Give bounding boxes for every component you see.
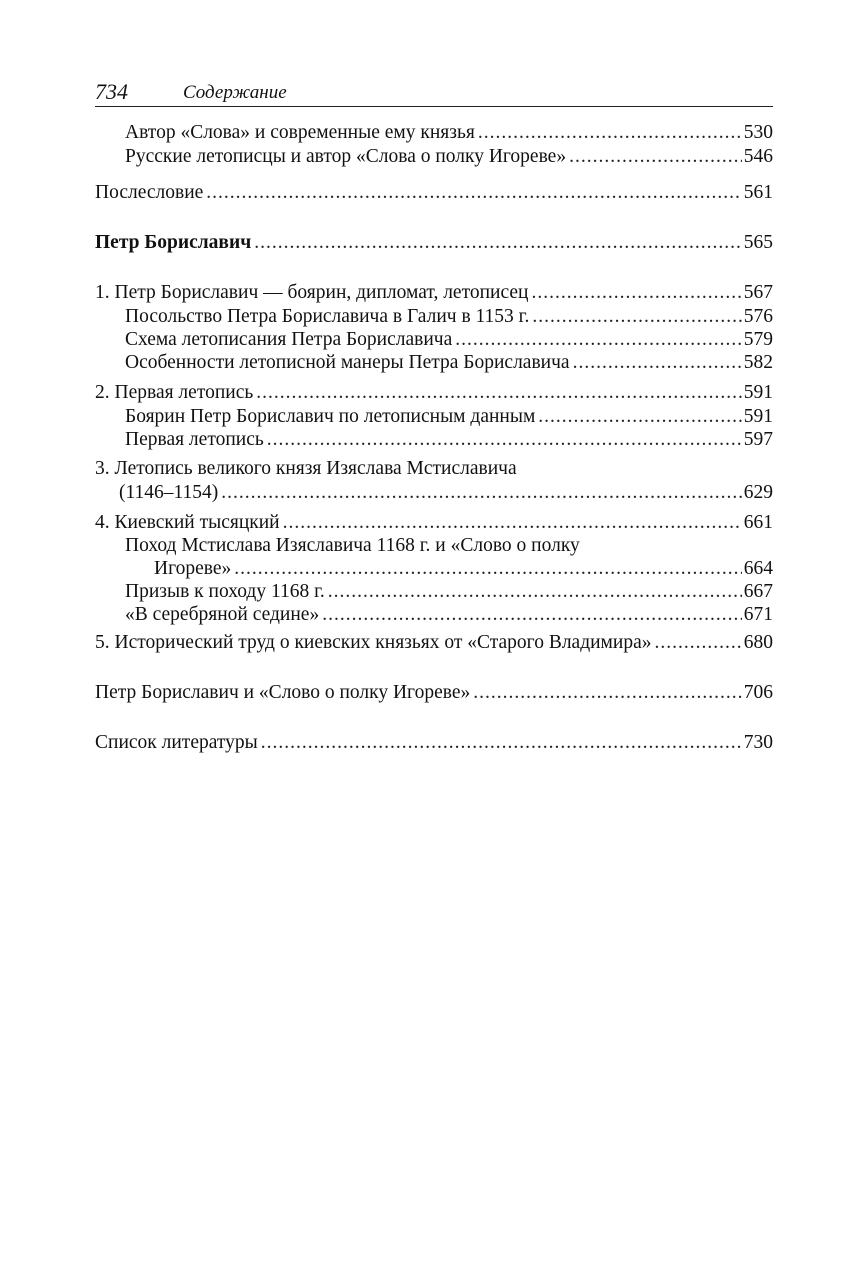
toc-entry xyxy=(125,428,773,452)
toc-entry-page: 680 xyxy=(743,632,773,653)
toc-entry-title: «В серебряной седине» xyxy=(125,604,320,625)
toc-entry-title: (1146–1154) xyxy=(119,482,219,503)
toc-entry-page: 561 xyxy=(743,182,773,203)
toc-entry-page: 629 xyxy=(743,482,773,503)
toc-entry-page: 706 xyxy=(743,682,773,703)
dot-leader xyxy=(261,731,742,755)
toc-entry-title: Боярин Петр Бориславич по летописным данным xyxy=(125,406,536,427)
toc-entry-title: Петр Бориславич и «Слово о полку Игореве» xyxy=(95,682,471,703)
toc-entry xyxy=(125,351,773,375)
toc-entry xyxy=(125,305,773,329)
dot-leader xyxy=(478,121,742,145)
toc-entry xyxy=(125,328,773,352)
running-header-title: Содержание xyxy=(183,82,287,103)
toc-entry-title: 4. Киевский тысяцкий xyxy=(95,512,280,533)
dot-leader xyxy=(206,181,741,205)
toc-entry-title: 2. Первая летопись xyxy=(95,382,254,403)
toc-entry-title: Автор «Слова» и современные ему князья xyxy=(125,122,475,143)
toc-chapter xyxy=(95,511,773,535)
toc-entry xyxy=(95,731,773,755)
toc-chapter xyxy=(95,281,773,305)
toc-entry-page: 597 xyxy=(743,429,773,450)
dot-leader xyxy=(532,305,741,329)
dot-leader xyxy=(234,557,742,581)
dot-leader xyxy=(573,351,742,375)
dot-leader xyxy=(267,428,742,452)
dot-leader xyxy=(473,681,742,705)
toc-entry-page: 664 xyxy=(743,558,773,579)
toc-entry xyxy=(125,603,773,627)
toc-entry-title: Русские летописцы и автор «Слова о полку Игореве» xyxy=(125,146,567,167)
toc-entry-page: 671 xyxy=(743,604,773,625)
dot-leader xyxy=(655,631,742,655)
toc-entry-title: Послесловие xyxy=(95,182,204,203)
toc-entry-page: 546 xyxy=(743,146,773,167)
toc-entry-title: Особенности летописной манеры Петра Бориславича xyxy=(125,352,570,373)
dot-leader xyxy=(256,381,741,405)
dot-leader xyxy=(283,511,742,535)
dot-leader xyxy=(531,281,741,305)
toc-entry-title: Посольство Петра Бориславича в Галич в 1153 г. xyxy=(125,306,530,327)
toc-part-heading xyxy=(95,231,773,255)
toc-entry-title: Схема летописания Петра Бориславича xyxy=(125,329,453,350)
toc-entry-page: 591 xyxy=(743,406,773,427)
toc-entry-page: 565 xyxy=(743,232,773,253)
toc-entry-page: 567 xyxy=(743,282,773,303)
toc-entry xyxy=(125,121,773,145)
toc-chapter xyxy=(95,381,773,405)
toc-entry xyxy=(95,681,773,705)
toc-chapter-continuation xyxy=(119,481,773,505)
toc-chapter xyxy=(95,457,517,481)
toc-entry xyxy=(125,405,773,429)
dot-leader xyxy=(455,328,741,352)
toc-entry-page: 591 xyxy=(743,382,773,403)
toc-entry xyxy=(125,534,580,558)
toc-entry-title: Петр Бориславич xyxy=(95,232,252,253)
toc-entry-title: 1. Петр Бориславич — боярин, дипломат, летописец xyxy=(95,282,529,303)
toc-entry xyxy=(125,580,773,604)
toc-entry-title: Призыв к походу 1168 г. xyxy=(125,581,325,602)
toc-entry-title: Список литературы xyxy=(95,732,258,753)
toc-chapter xyxy=(95,631,773,655)
toc-entry-title: 5. Исторический труд о киевских князьях от «Старого Владимира» xyxy=(95,632,652,653)
dot-leader xyxy=(254,231,742,255)
dot-leader xyxy=(328,580,742,604)
toc-entry-page: 576 xyxy=(743,306,773,327)
toc-entry-title: 3. Летопись великого князя Изяслава Мстиславича xyxy=(95,458,517,479)
dot-leader xyxy=(538,405,741,429)
toc-entry-page: 730 xyxy=(743,732,773,753)
dot-leader xyxy=(322,603,742,627)
toc-entry-page: 667 xyxy=(743,581,773,602)
running-header xyxy=(95,78,773,107)
toc-entry-page: 661 xyxy=(743,512,773,533)
page-number: 734 xyxy=(95,79,128,104)
toc-entry-page: 582 xyxy=(743,352,773,373)
toc-entry xyxy=(125,145,773,169)
toc-entry-title: Игореве» xyxy=(154,558,232,579)
toc-entry-page: 530 xyxy=(743,122,773,143)
toc-entry xyxy=(95,181,773,205)
toc-entry-title: Поход Мстислава Изяславича 1168 г. и «Слово о полку xyxy=(125,535,580,556)
toc-entry-page: 579 xyxy=(743,329,773,350)
dot-leader xyxy=(221,481,741,505)
toc-entry-title: Первая летопись xyxy=(125,429,264,450)
toc-entry-continuation xyxy=(154,557,773,581)
dot-leader xyxy=(569,145,742,169)
